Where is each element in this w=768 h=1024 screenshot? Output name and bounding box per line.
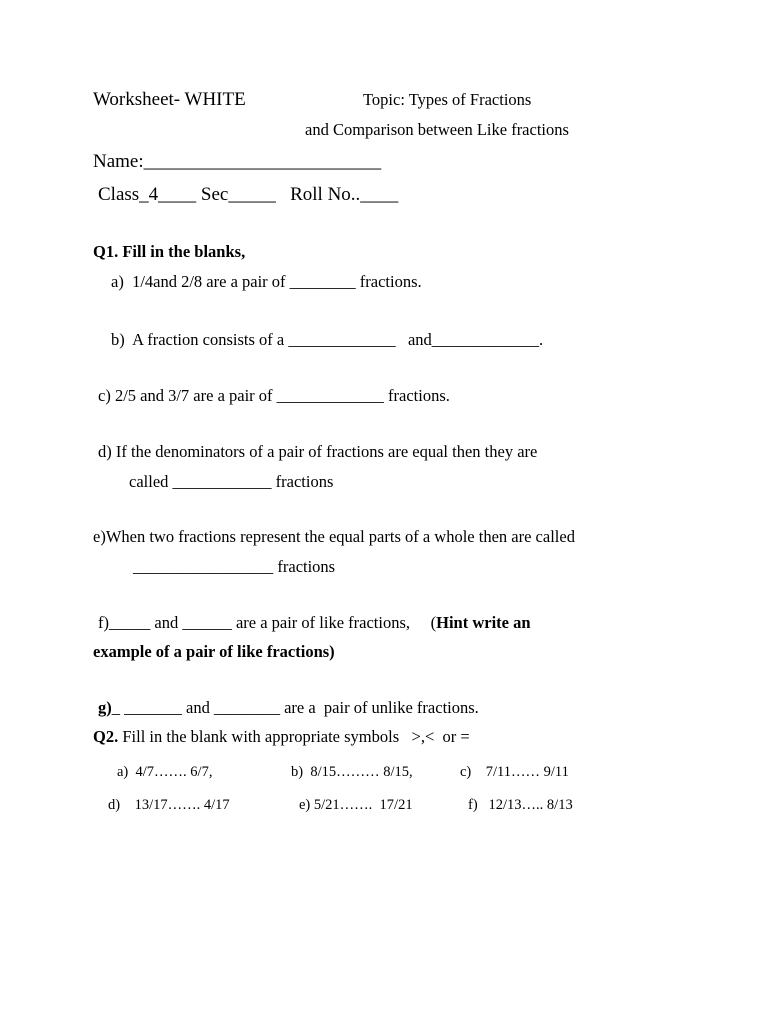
q2-heading-label: Q2. — [93, 727, 119, 746]
q1-item-f-hint: Hint write an — [436, 613, 531, 632]
q2-heading-text: Fill in the blank with appropriate symbols >,< or = — [118, 727, 470, 746]
q2-item-c: c) 7/11…… 9/11 — [460, 764, 569, 780]
name-field: Name:_________________________ — [93, 151, 382, 172]
q1-item-b: b) A fraction consists of a _____________ and_____________. — [111, 330, 544, 349]
q1-item-f-line1 — [98, 615, 531, 632]
q1-item-e-line1: e)When two fractions represent the equal parts of a whole then are called — [93, 527, 575, 546]
q1-item-c: c) 2/5 and 3/7 are a pair of _____________ fractions. — [98, 386, 450, 405]
q1-item-g-text: _ _______ and ________ are a pair of unlike fractions. — [111, 698, 479, 717]
worksheet-title: Worksheet- WHITE — [93, 89, 246, 110]
q1-item-f-text: f)_____ and ______ are a pair of like fractions, ( — [98, 613, 437, 632]
q1-item-e-line2: _________________ fractions — [133, 557, 336, 576]
q1-item-a: a) 1/4and 2/8 are a pair of ________ fractions. — [111, 272, 422, 291]
q2-item-e: e) 5/21……. 17/21 — [299, 797, 413, 813]
q2-heading — [93, 729, 470, 746]
topic-line-1: Topic: Types of Fractions — [363, 90, 532, 109]
q2-item-f: f) 12/13….. 8/13 — [468, 797, 573, 813]
q2-item-d: d) 13/17……. 4/17 — [108, 797, 230, 813]
q1-heading: Q1. Fill in the blanks, — [93, 242, 246, 261]
q2-item-a: a) 4/7……. 6/7, — [117, 764, 213, 780]
q1-item-f-line2: example of a pair of like fractions) — [93, 642, 335, 661]
q1-item-g — [98, 700, 479, 717]
q2-item-b: b) 8/15……… 8/15, — [291, 764, 413, 780]
topic-line-2: and Comparison between Like fractions — [305, 120, 569, 139]
class-section-roll-line: Class_4____ Sec_____ Roll No..____ — [98, 184, 399, 205]
q1-item-d-line2: called ____________ fractions — [129, 472, 334, 491]
q1-item-d-line1: d) If the denominators of a pair of fractions are equal then they are — [98, 442, 538, 461]
q1-item-g-label: g) — [98, 698, 112, 717]
